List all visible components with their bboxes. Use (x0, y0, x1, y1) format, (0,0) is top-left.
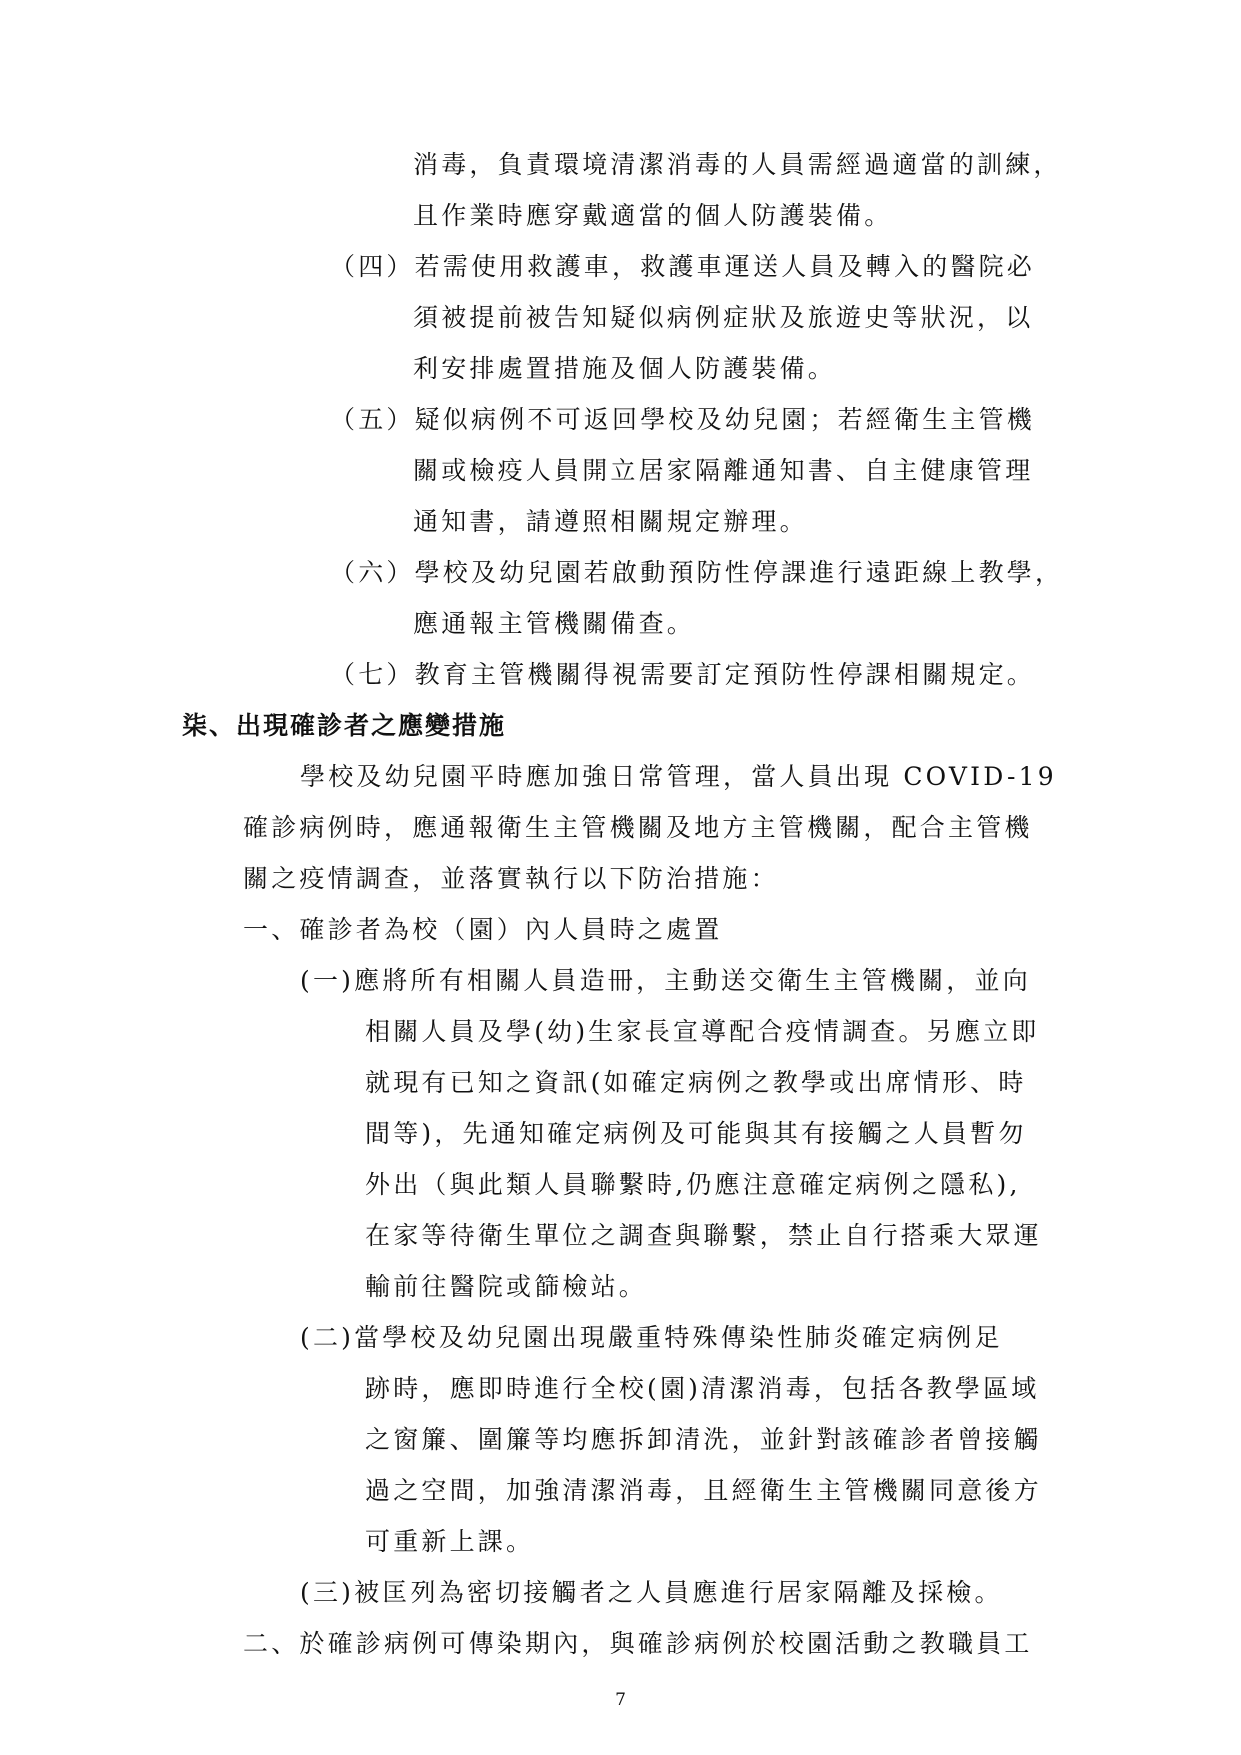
text-line: 之窗簾、圍簾等均應拆卸清洗，並針對該確診者曾接觸 (365, 1425, 1042, 1454)
page-number: 7 (615, 1690, 626, 1710)
text-line: 利安排處置措施及個人防護裝備。 (413, 354, 837, 383)
subsection-heading: 一、確診者為校（園）內人員時之處置 (243, 915, 723, 944)
text-line: 消毒，負責環境清潔消毒的人員需經過適當的訓練， (413, 150, 1062, 179)
text-line: 輸前往醫院或篩檢站。 (365, 1272, 648, 1301)
text-line: 間等)，先通知確定病例及可能與其有接觸之人員暫勿 (365, 1119, 1027, 1148)
paragraph-line: 學校及幼兒園平時應加強日常管理，當人員出現 COVID-19 (300, 762, 1057, 791)
text-line: 就現有已知之資訊(如確定病例之教學或出席情形、時 (365, 1068, 1027, 1097)
text-line: 外出（與此類人員聯繫時,仍應注意確定病例之隱私), (365, 1170, 1021, 1199)
text-line: 且作業時應穿戴適當的個人防護裝備。 (413, 201, 893, 230)
text-line: 通知書，請遵照相關規定辦理。 (413, 507, 808, 536)
list-item-6: （六）學校及幼兒園若啟動預防性停課進行遠距線上教學， (330, 558, 1064, 587)
paragraph-line: 關之疫情調查，並落實執行以下防治措施： (243, 864, 779, 893)
list-item-3: (三)被匡列為密切接觸者之人員應進行居家隔離及採檢。 (300, 1578, 1003, 1607)
list-item-2: (二)當學校及幼兒園出現嚴重特殊傳染性肺炎確定病例足 (300, 1323, 1003, 1352)
list-item-5: （五）疑似病例不可返回學校及幼兒園；若經衛生主管機 (330, 405, 1036, 434)
list-item-1: (一)應將所有相關人員造冊，主動送交衛生主管機關，並向 (300, 966, 1031, 995)
section-heading: 柒、出現確診者之應變措施 (182, 711, 507, 740)
text-line: 過之空間，加強清潔消毒，且經衛生主管機關同意後方 (365, 1476, 1042, 1505)
list-item-7: （七）教育主管機關得視需要訂定預防性停課相關規定。 (330, 660, 1036, 689)
paragraph-line: 確診病例時，應通報衛生主管機關及地方主管機關，配合主管機 (243, 813, 1033, 842)
list-item-4: （四）若需使用救護車，救護車運送人員及轉入的醫院必 (330, 252, 1036, 281)
subsection-heading: 二、於確診病例可傳染期內，與確診病例於校園活動之教職員工 (243, 1629, 1033, 1658)
text-line: 相關人員及學(幼)生家長宣導配合疫情調查。另應立即 (365, 1017, 1040, 1046)
text-line: 應通報主管機關備查。 (413, 609, 696, 638)
text-line: 在家等待衛生單位之調查與聯繫，禁止自行搭乘大眾運 (365, 1221, 1042, 1250)
text-line: 可重新上課。 (365, 1527, 535, 1556)
text-line: 須被提前被告知疑似病例症狀及旅遊史等狀況，以 (413, 303, 1034, 332)
text-line: 關或檢疫人員開立居家隔離通知書、自主健康管理 (413, 456, 1034, 485)
text-line: 跡時，應即時進行全校(園)清潔消毒，包括各教學區域 (365, 1374, 1040, 1403)
